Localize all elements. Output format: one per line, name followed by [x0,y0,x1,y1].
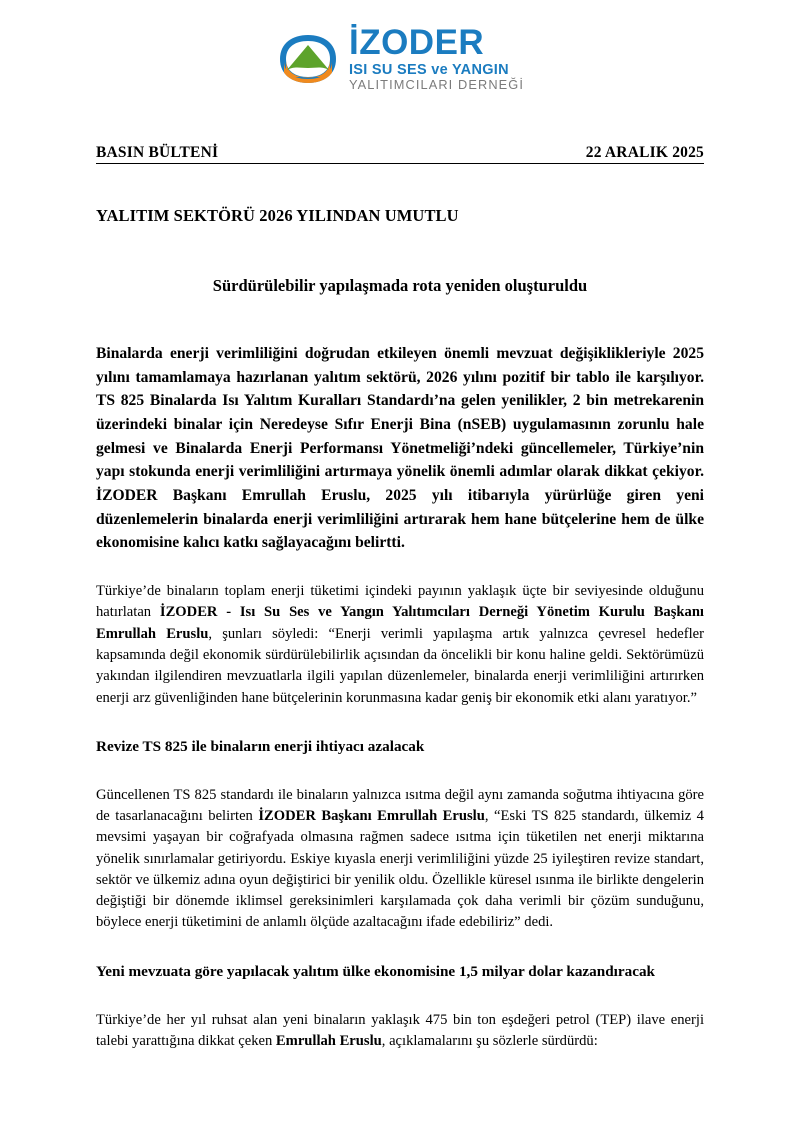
body-paragraph-3 [96,1010,704,1053]
izoder-logo [276,23,525,93]
paragraph-2-emphasis: İZODER Başkanı Emrullah Eruslu [258,807,485,824]
section-heading-2: Yeni mevzuata göre yapılacak yalıtım ülke ekonomisine 1,5 milyar dolar kazandıracak [96,962,655,980]
izoder-emblem-icon [276,27,340,91]
page-title: YALITIM SEKTÖRÜ 2026 YILINDAN UMUTLU [96,205,459,225]
press-release-label: BASIN BÜLTENİ [96,143,219,161]
paragraph-3-emphasis: Emrullah Eruslu [275,1032,382,1049]
section-heading-1: Revize TS 825 ile binaların enerji ihtiyacı azalacak [96,737,425,755]
logo-header [96,0,704,92]
body-paragraph-2 [96,785,704,934]
paragraph-1-text-after: , şunları söyledi: “Enerji verimli yapılaşma artık yalnızca çevresel hedefler kapsamında değil ekonomik sürdürülebilirlik açısından da öncelikli bir konu haline geldi. Sektörümüzü yakından ilgilendiren mevzuatlarla ilgili yapılan düzenlemeler, binalarda enerji verimliliğini artırırken enerji arz güvenliğinden hane bütçelerinin korunmasına kadar geniş bir ekonomik etki alanı yaratıyor.” [96,625,704,706]
paragraph-3-text-before: Türkiye’de her yıl ruhsat alan yeni binaların yaklaşık 475 bin ton eşdeğeri petrol (TEP) ilave enerji talebi yarattığına dikkat çeken [96,1011,704,1049]
body-paragraph-1 [96,581,704,709]
paragraph-1-text-before: Türkiye’de binaların toplam enerji tüketimi içindeki payının yaklaşık üçte bir seviyesinde olduğunu hatırlatan [96,583,704,621]
logo-tagline-primary: ISI SU SES ve YANGIN [348,61,509,78]
paragraph-1-emphasis: İZODER - Isı Su Ses ve Yangın Yalıtımcıları Derneği Yönetim Kurulu Başkanı Emrullah Eruslu [96,604,704,642]
page-subtitle: Sürdürülebilir yapılaşmada rota yeniden oluşturuldu [212,275,588,295]
paragraph-3-text-after: , açıklamalarını şu sözlerle sürdürdü: [381,1032,598,1049]
paragraph-2-text-before: Güncellenen TS 825 standardı ile binaların yalnızca ısıtma değil aynı zamanda soğutma ihtiyacına göre de tasarlanacağını belirten [96,786,704,824]
press-release-date: 22 ARALIK 2025 [585,143,704,161]
paragraph-2-text-after: , “Eski TS 825 standardı, ülkemiz 4 mevsimi yaşayan bir coğrafyada olmasına rağmen sadece ısıtma için tüketilen net enerji miktarına yönelik sınırlamalar getiriyordu. Eskiye kıyasla enerji verimliliğini yüzde 25 iyileştiren revize standart, sektör ve ülkemiz adına oyun değiştirici bir yenilik oldu. Özellikle küresel ısınma ile birlikte dengelerin değiştiği bir dönemde iklimsel gereksinimleri karşılamada çok daha verimli bir çözüm sunduğunu, böylece enerji tüketimini de anlamlı ölçüde azaltacağını ifade edebiliriz” dedi. [96,807,704,931]
logo-wordmark [348,23,525,93]
logo-tagline-secondary: YALITIMCILARI DERNEĞİ [348,77,525,93]
lead-paragraph: Binalarda enerji verimliliğini doğrudan etkileyen önemli mevzuat değişiklikleriyle 2025 yılını tamamlamaya hazırlanan yalıtım sektörü, 2026 yılını pozitif bir tablo ile karşılıyor. TS 825 Binalarda Isı Yalıtım Kuralları Standardı’na gelen yenilikler, 2 bin metrekarenin üzerindeki binalar için Neredeyse Sıfır Enerji Bina (nSEB) uygulamasının zorunlu hale gelmesi ve Binalarda Enerji Performansı Yönetmeliği’ndeki güncellemeler, Türkiye’nin yapı stokunda enerji verimliliğini artırmaya yönelik önemli adımlar olarak dikkat çekiyor. İZODER Başkanı Emrullah Eruslu, 2025 yılı itibarıyla yürürlüğe giren yeni düzenlemelerin binalarda enerji verimliliğini artırarak hem hane bütçelerine hem de ülke ekonomisine kalıcı katkı sağlayacağını belirtti. [96,344,704,552]
document-header [96,144,704,164]
logo-name: İZODER [348,23,485,62]
